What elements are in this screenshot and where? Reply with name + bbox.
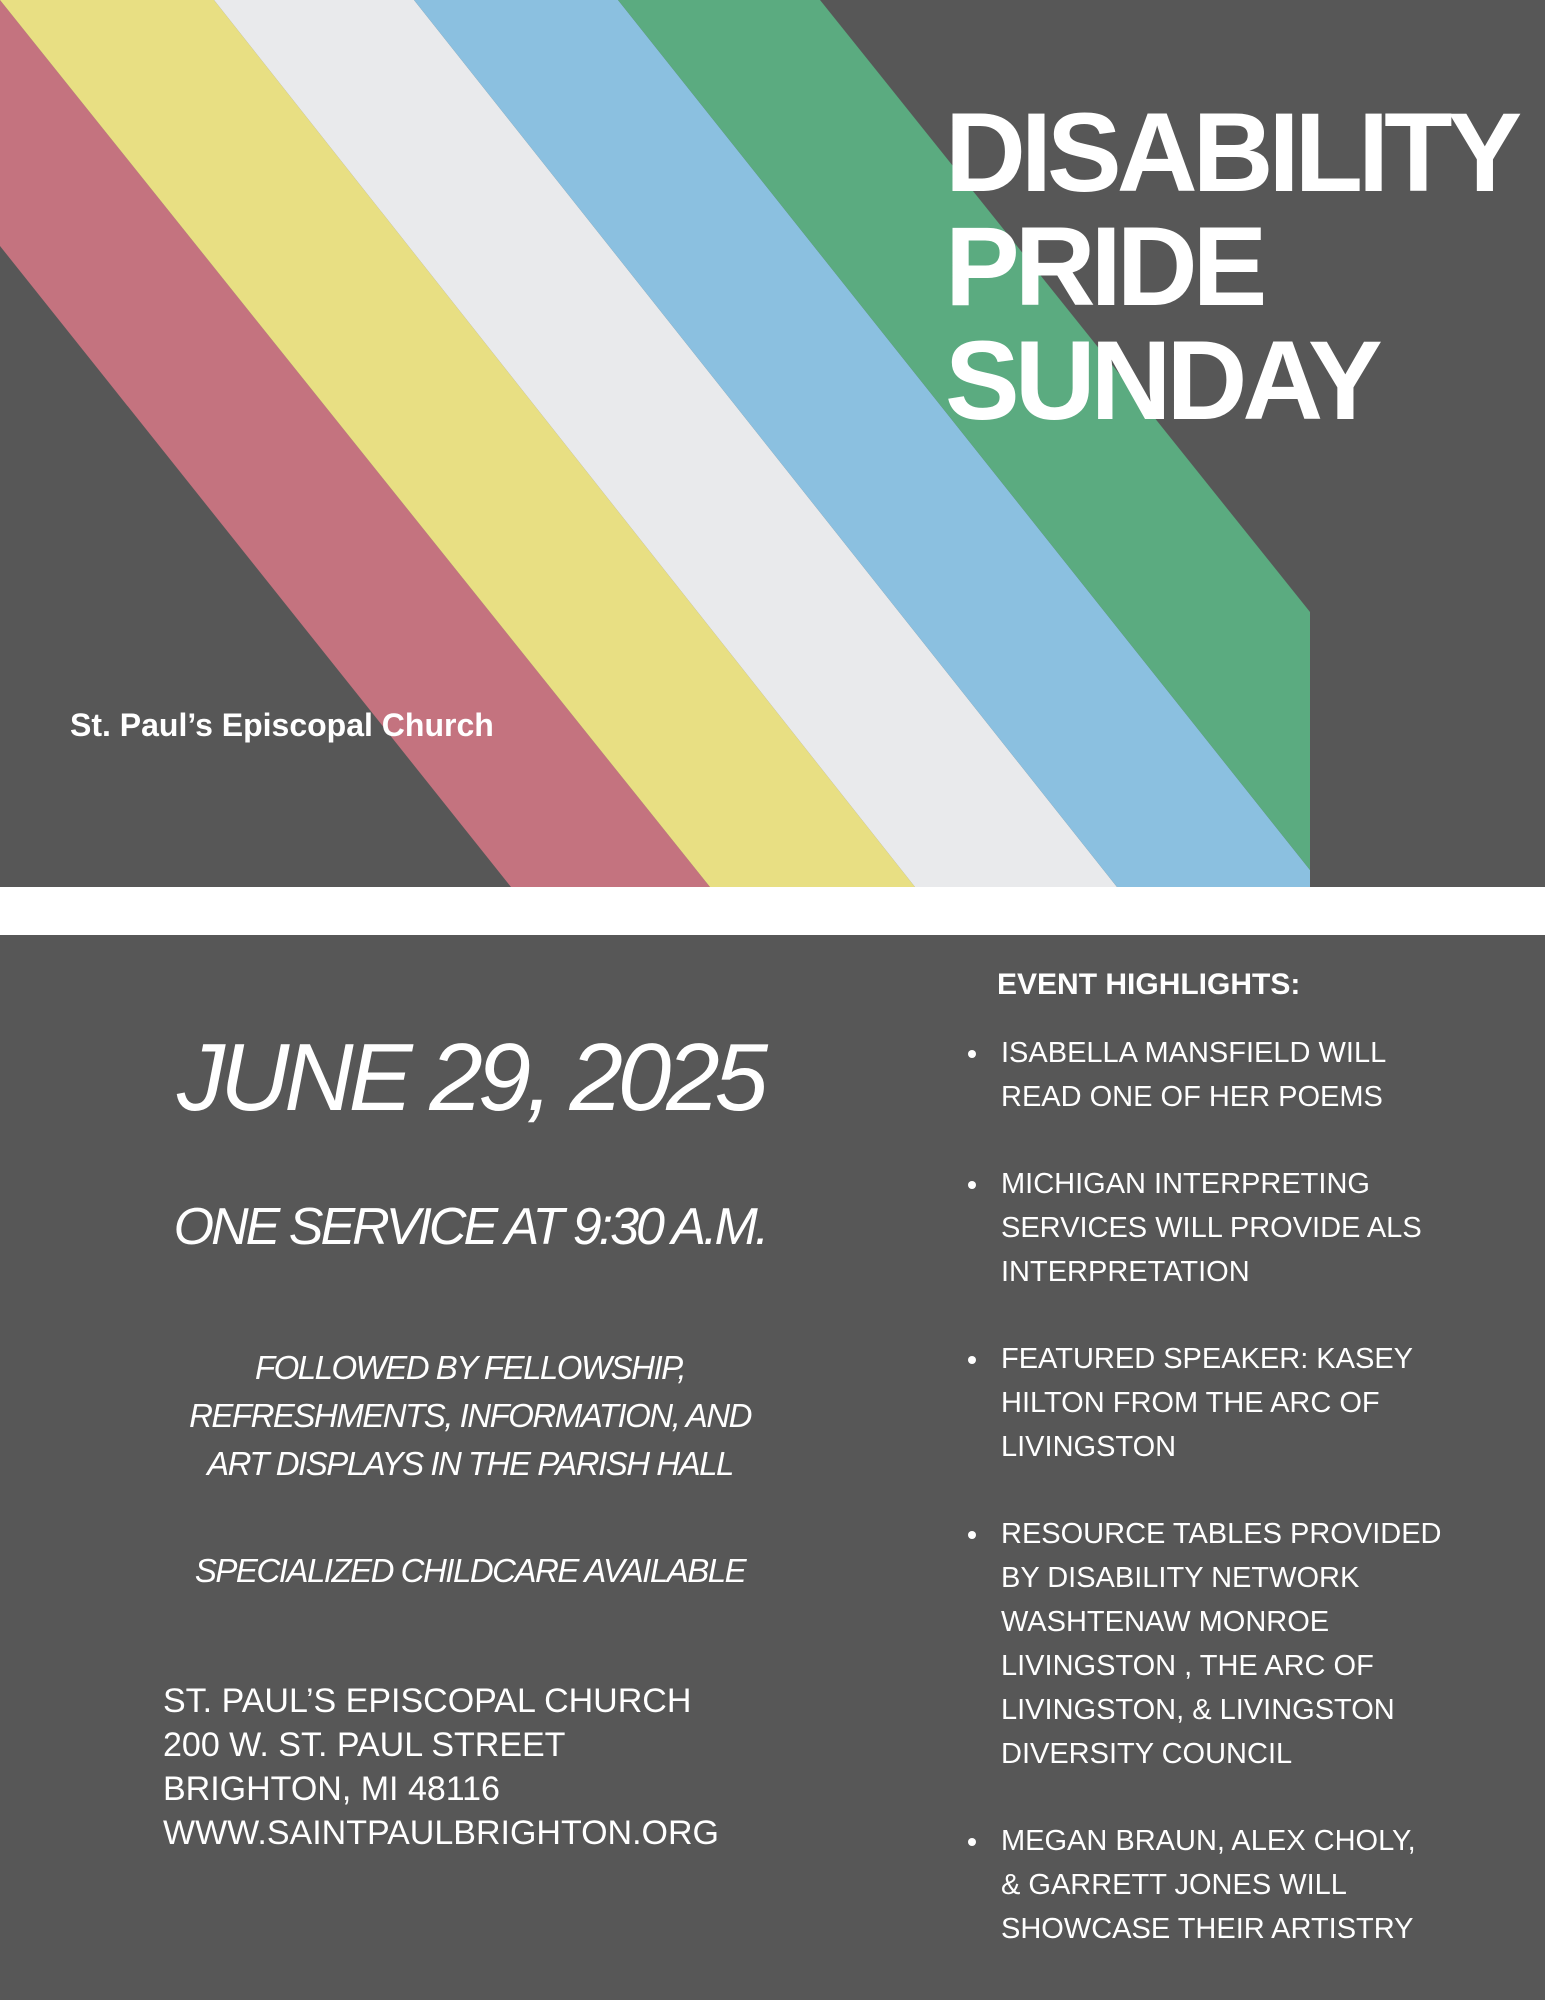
title-line-2: PRIDE	[945, 204, 1263, 329]
highlight-line: DIVERSITY COUNCIL	[1001, 1738, 1293, 1770]
highlight-item	[968, 1512, 1488, 1776]
address-name: ST. PAUL’S EPISCOPAL CHURCH	[163, 1682, 692, 1720]
fellowship-line: REFRESHMENTS, INFORMATION, AND	[189, 1397, 751, 1434]
highlight-line: MICHIGAN INTERPRETING	[1001, 1168, 1370, 1200]
highlights-heading: EVENT HIGHLIGHTS:	[997, 968, 1301, 1001]
highlight-line: SERVICES WILL PROVIDE ALS	[1001, 1212, 1422, 1244]
highlight-line: MEGAN BRAUN, ALEX CHOLY,	[1001, 1825, 1416, 1857]
highlight-item	[968, 1819, 1488, 1951]
church-name-header: St. Paul’s Episcopal Church	[70, 707, 494, 743]
fellowship-line: ART DISPLAYS IN THE PARISH HALL	[207, 1445, 733, 1482]
highlight-line: BY DISABILITY NETWORK	[1001, 1562, 1360, 1594]
childcare-note: SPECIALIZED CHILDCARE AVAILABLE	[194, 1552, 746, 1589]
title-line-3: SUNDAY	[945, 318, 1378, 443]
highlight-item	[968, 1337, 1488, 1469]
highlight-item	[968, 1162, 1488, 1294]
event-title	[945, 90, 1518, 443]
highlight-line: INTERPRETATION	[1001, 1256, 1250, 1288]
church-website-link[interactable]: WWW.SAINTPAULBRIGHTON.ORG	[163, 1814, 719, 1852]
highlight-item	[968, 1031, 1488, 1119]
highlight-line: LIVINGSTON , THE ARC OF	[1001, 1650, 1374, 1682]
fellowship-note	[120, 1344, 820, 1488]
highlight-line: ISABELLA MANSFIELD WILL	[1001, 1037, 1387, 1069]
title-line-1: DISABILITY	[945, 90, 1518, 215]
highlights-list	[968, 1031, 1488, 1951]
highlight-line: HILTON FROM THE ARC OF	[1001, 1387, 1380, 1419]
event-highlights	[968, 965, 1488, 1994]
church-address	[163, 1679, 803, 1855]
highlight-line: WASHTENAW MONROE	[1001, 1606, 1330, 1638]
event-date: JUNE 29, 2025	[176, 1024, 764, 1131]
highlight-line: FEATURED SPEAKER: KASEY	[1001, 1343, 1414, 1375]
address-street: 200 W. ST. PAUL STREET	[163, 1726, 566, 1764]
highlight-line: LIVINGSTON	[1001, 1431, 1177, 1463]
fellowship-line: FOLLOWED BY FELLOWSHIP,	[254, 1349, 686, 1386]
highlight-line: RESOURCE TABLES PROVIDED	[1001, 1518, 1442, 1550]
highlight-line: LIVINGSTON, & LIVINGSTON	[1001, 1694, 1395, 1726]
address-city: BRIGHTON, MI 48116	[163, 1770, 500, 1808]
hero-section	[0, 0, 1545, 887]
highlight-line: READ ONE OF HER POEMS	[1001, 1081, 1383, 1113]
highlight-line: SHOWCASE THEIR ARTISTRY	[1001, 1913, 1414, 1945]
service-time: ONE SERVICE AT 9:30 A.M.	[173, 1198, 767, 1256]
highlight-line: & GARRETT JONES WILL	[1001, 1869, 1347, 1901]
details-section	[0, 935, 1545, 2000]
